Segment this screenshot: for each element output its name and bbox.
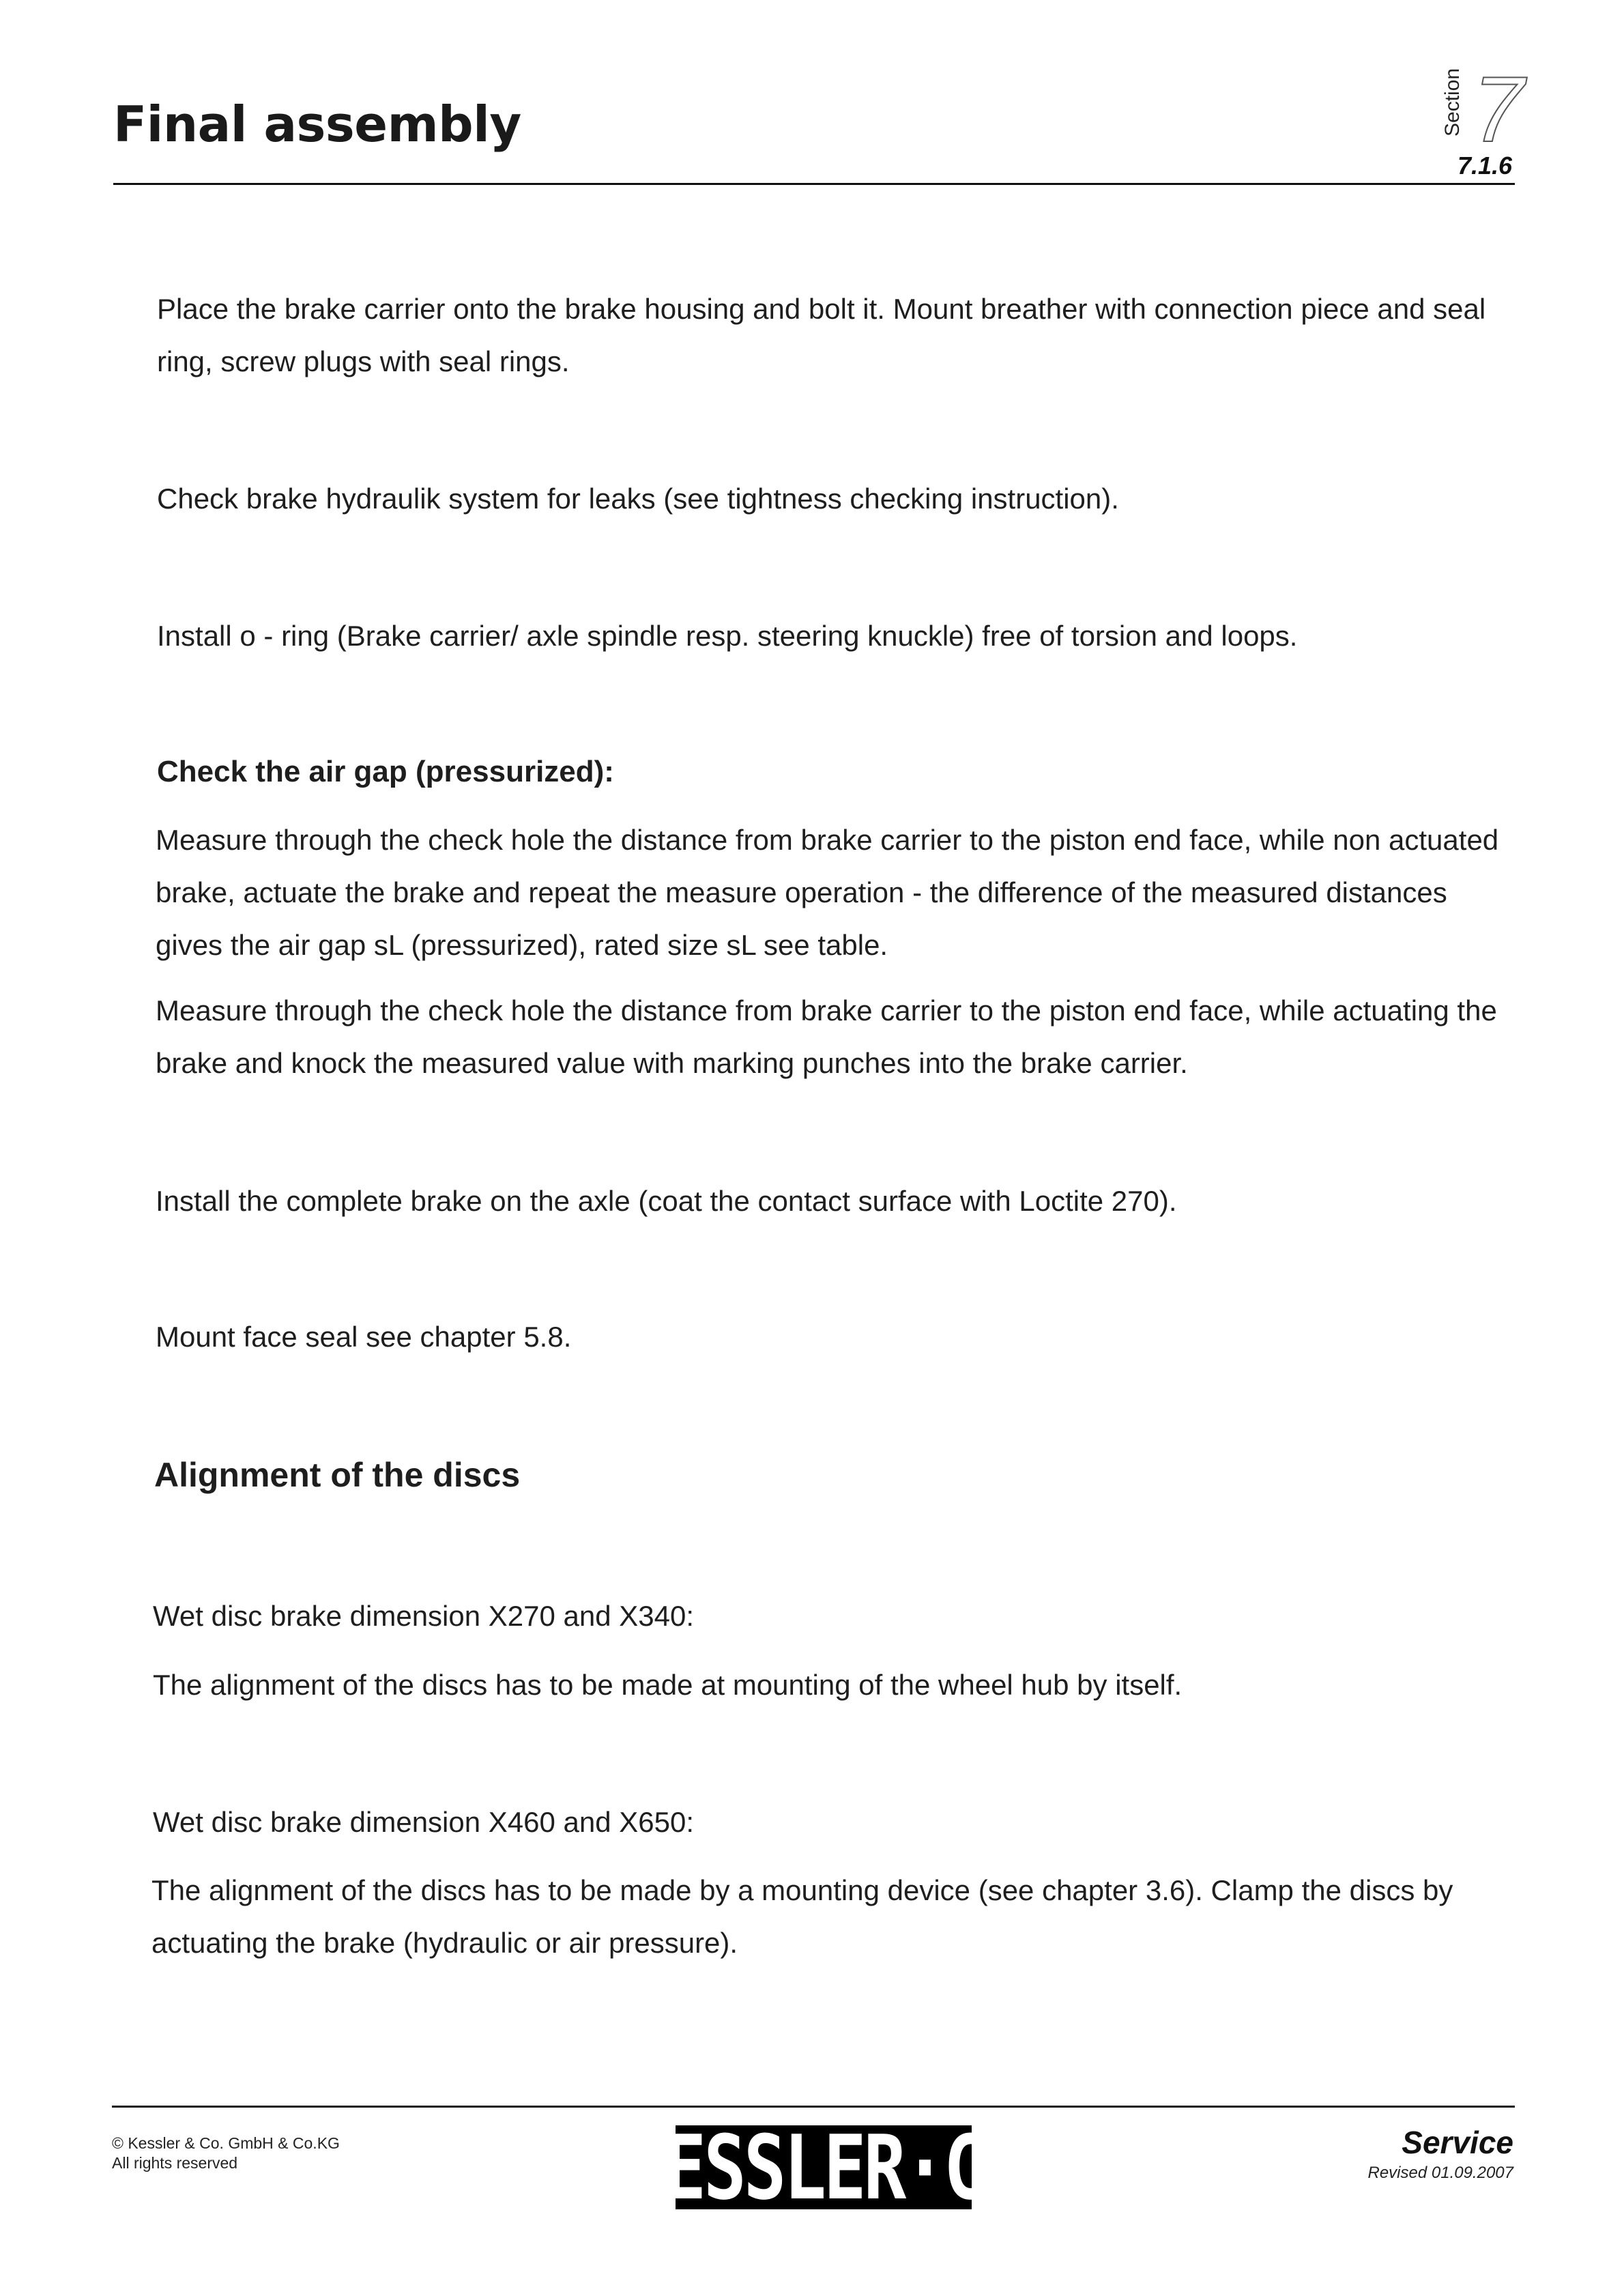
section-subnumber: 7.1.6 (1458, 152, 1513, 180)
header-rule (113, 183, 1515, 185)
section-label: Section (1441, 68, 1464, 137)
heading-alignment: Alignment of the discs (154, 1456, 521, 1494)
paragraph-x270-x340: Wet disc brake dimension X270 and X340: (153, 1600, 695, 1632)
footer-rule (112, 2106, 1515, 2108)
paragraph-face-seal: Mount face seal see chapter 5.8. (156, 1321, 572, 1353)
paragraph-brake-carrier: Place the brake carrier onto the brake housing and bolt it. Mount breather with connection piece and seal ring, screw plugs with seal rings. (157, 293, 1486, 377)
paragraph-measure-actuated: Measure through the check hole the distance from brake carrier to the piston end face, while actuating the brake and knock the measured value with marking punches into the brake carrier. (156, 994, 1497, 1079)
paragraph-install-brake: Install the complete brake on the axle (coat the contact surface with Loctite 270). (156, 1185, 1177, 1217)
copyright-line-1: © Kessler & Co. GmbH & Co.KG (112, 2134, 340, 2152)
paragraph-measure-non-actuated: Measure through the check hole the distance from brake carrier to the piston end face, while non actuated brake, actuate the brake and repeat the measure operation - the difference of the measured distances gives the air gap sL (pressurized), rated size sL see table. (156, 824, 1499, 961)
company-logo (623, 2115, 1024, 2220)
paragraph-x460-x650: Wet disc brake dimension X460 and X650: (153, 1806, 695, 1838)
copyright-line-2: All rights reserved (112, 2154, 238, 2172)
heading-air-gap: Check the air gap (pressurized): (157, 755, 614, 788)
page-title: Final assembly (113, 96, 521, 153)
paragraph-wheel-hub: The alignment of the discs has to be made at mounting of the wheel hub by itself. (153, 1669, 1183, 1701)
copyright (112, 2134, 340, 2173)
section-number: 7 (1473, 57, 1524, 161)
paragraph-leak-check: Check brake hydraulik system for leaks (see tightness checking instruction). (157, 483, 1119, 515)
logo-text: KESSLER·CO (623, 2115, 1024, 2220)
footer-service: Service (1402, 2125, 1513, 2160)
paragraph-o-ring: Install o - ring (Brake carrier/ axle spindle resp. steering knuckle) free of torsion and loops. (157, 620, 1298, 652)
footer-revised-date: Revised 01.09.2007 (1367, 2164, 1513, 2182)
paragraph-mounting-device: The alignment of the discs has to be made by a mounting device (see chapter 3.6). Clamp the discs by actuating the brake (hydraulic or air pressure). (151, 1874, 1453, 1959)
